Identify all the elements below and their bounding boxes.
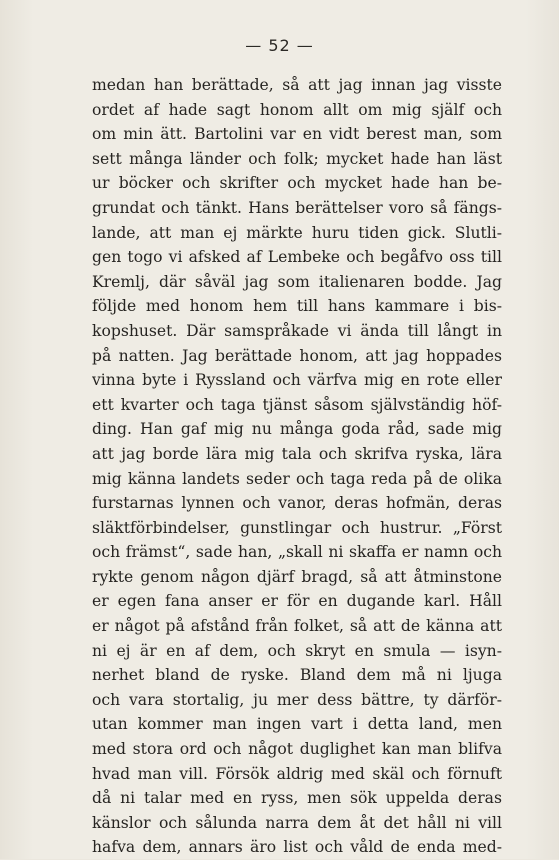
text-line: sett många länder och folk; mycket hade han läst [92, 149, 502, 168]
text-line: och främst“, sade han, „skall ni skaffa er namn och [92, 543, 502, 562]
text-line: ni ej är en af dem, och skryt en smula — isyn- [92, 641, 502, 660]
text-line: rykte genom någon djärf bragd, så att åtminstone [92, 567, 502, 586]
text-line: att jag borde lära mig tala och skrifva ryska, lära [92, 444, 502, 463]
text-line: grundat och tänkt. Hans berättelser voro så fängs- [92, 198, 502, 217]
text-line: ordet af hade sagt honom allt om mig själf och [92, 100, 502, 119]
text-line: Kremlj, där såväl jag som italienaren bodde. Jag [92, 272, 502, 291]
text-line: med stora ord och något duglighet kan man blifva [92, 740, 502, 759]
text-line: känslor och sålunda narra dem åt det håll ni vill [92, 813, 502, 832]
text-line: följde med honom hem till hans kammare i bis- [92, 297, 502, 316]
text-line: mig känna landets seder och taga reda på de olika [92, 469, 502, 488]
text-line: medan han berättade, så att jag innan jag visste [92, 76, 502, 94]
text-line: släktförbindelser, gunstlingar och hustrur. „Först [92, 518, 502, 537]
text-line: furstarnas lynnen och vanor, deras hofmän, deras [92, 494, 502, 513]
body-text [92, 73, 502, 860]
text-line: då ni talar med en ryss, men sök uppelda deras [92, 789, 502, 808]
text-line: gen togo vi afsked af Lembeke och begåfvo oss till [92, 248, 502, 267]
text-line: hvad man vill. Försök aldrig med skäl och förnuft [92, 764, 502, 783]
text-line: kopshuset. Där samspråkade vi ända till långt in [92, 321, 502, 340]
text-line: er egen fana anser er för en dugande karl. Håll [92, 592, 502, 611]
text-line: utan kommer man ingen vart i detta land, men [92, 715, 502, 734]
page-number: — 52 — [245, 36, 314, 55]
text-line: vinna byte i Ryssland och värfva mig en rote eller [92, 371, 502, 390]
text-line: ett kvarter och taga tjänst såsom självständig höf- [92, 395, 502, 414]
text-line: och vara stortalig, ju mer dess bättre, ty därför- [92, 690, 502, 709]
text-line: lande, att man ej märkte huru tiden gick. Slutli- [92, 223, 502, 242]
text-line: hafva dem, annars äro list och våld de enda med- [92, 838, 502, 857]
text-line: på natten. Jag berättade honom, att jag hoppades [92, 346, 502, 365]
text-line: er något på afstånd från folket, så att de känna att [92, 617, 502, 636]
text-line: ding. Han gaf mig nu många goda råd, sade mig [92, 420, 502, 439]
text-line: nerhet bland de ryske. Bland dem må ni ljuga [92, 666, 502, 685]
text-line: ur böcker och skrifter och mycket hade han be- [92, 174, 502, 193]
text-line: om min ätt. Bartolini var en vidt berest man, som [92, 125, 502, 144]
